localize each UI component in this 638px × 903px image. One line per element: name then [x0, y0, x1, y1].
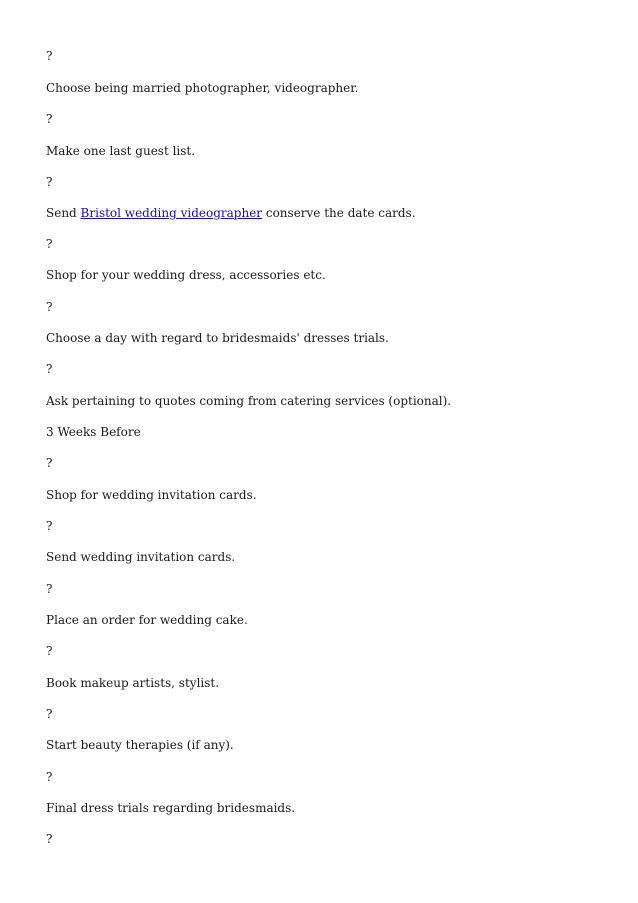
- bullet-marker: ?: [46, 770, 53, 784]
- bullet-marker: ?: [46, 456, 53, 470]
- checklist-item: Send wedding invitation cards.: [46, 550, 236, 564]
- checklist-item: Shop for wedding invitation cards.: [46, 488, 257, 502]
- checklist-item: Book makeup artists, stylist.: [46, 676, 220, 690]
- checklist-item: Start beauty therapies (if any).: [46, 738, 234, 752]
- checklist-item: Shop for your wedding dress, accessories etc.: [46, 268, 326, 282]
- checklist-item: Choose being married photographer, videographer.: [46, 81, 359, 95]
- bullet-marker: ?: [46, 49, 53, 63]
- bullet-marker: ?: [46, 362, 53, 376]
- checklist-item: Place an order for wedding cake.: [46, 613, 248, 627]
- bullet-marker: ?: [46, 237, 53, 251]
- bullet-marker: ?: [46, 707, 53, 721]
- bullet-marker: ?: [46, 832, 53, 846]
- bullet-marker: ?: [46, 175, 53, 189]
- checklist-item: Make one last guest list.: [46, 144, 196, 158]
- section-heading: 3 Weeks Before: [46, 425, 141, 439]
- link-suffix-text: conserve the date cards.: [262, 206, 416, 220]
- bullet-marker: ?: [46, 112, 53, 126]
- checklist-item: Final dress trials regarding bridesmaids.: [46, 801, 296, 815]
- checklist-item: Choose a day with regard to bridesmaids' dresses trials.: [46, 331, 389, 345]
- bristol-wedding-videographer-link[interactable]: Bristol wedding videographer: [80, 206, 263, 220]
- bullet-marker: ?: [46, 519, 53, 533]
- checklist-item-with-link: [46, 206, 416, 220]
- bullet-marker: ?: [46, 582, 53, 596]
- bullet-marker: ?: [46, 644, 53, 658]
- bullet-marker: ?: [46, 300, 53, 314]
- link-prefix-text: Send: [46, 206, 81, 220]
- checklist-item: Ask pertaining to quotes coming from catering services (optional).: [46, 394, 452, 408]
